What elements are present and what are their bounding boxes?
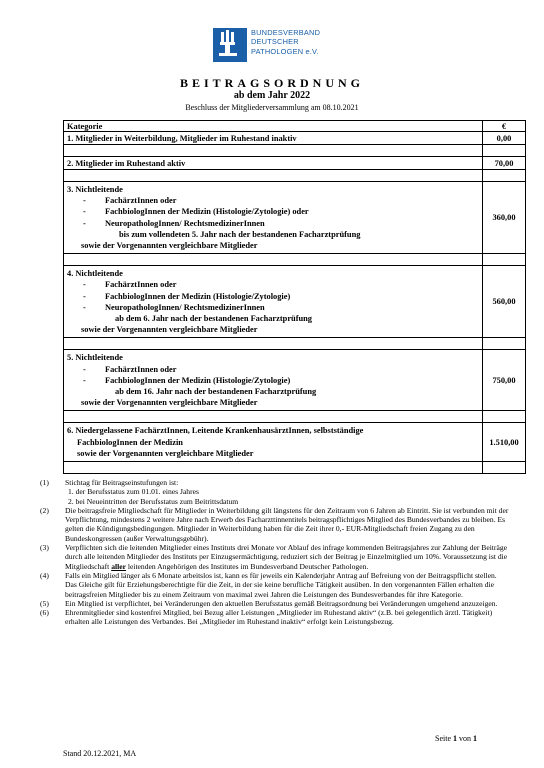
note-text: Die beitragsfreie Mitgliedschaft für Mitglieder in Weiterbildung gilt längstens für den Zeitraum von 6 Jahren ab Eintritt. Sie ist verbunden mit der Verpflichtung, mindestens 2 weitere Jahre nach Erwerb des Facharzttinnentitels beitragspflichtiges Mitglied des Bundesverbandes zu bleiben. Es gelten die Kündigungsbedingungen. Mitglieder in Weiterbildung haben für die Zeit ihrer 0,- EUR-Mitgliedschaft freien Zugang zu den Bundeskongressen (außer Verwaltungsgebühr). [65,505,509,543]
table-row [64,266,526,338]
category-6-amount: 1.510,00 [483,423,526,462]
note-text: Ein Mitglied ist verpflichtet, bei Veränderungen den aktuellen Berufsstatus gemäß Beitragsordnung bei Veränderungen umgehend anzuzeigen. [65,598,498,608]
note-text: Ehrenmitglieder sind kostenfrei Mitglied, bei Bezug aller Leistungen „Mitglieder im Ruhestand aktiv“ (z.B. bei gelegentlich ärztl. Tätigkeit) erhalten alle Leistungen des Verbandes. Bei „Mitglieder im Ruhestand inaktiv“ erfolgt kein Leistungsbezug. [65,608,493,627]
category-6-line-1: 6. Niedergelassene FachärztInnen, Leitende KrankenhausärztInnen, selbstständige [67,426,364,436]
note-5 [40,599,510,608]
table-spacer-row [64,170,526,182]
note-number: (1) [40,478,49,487]
category-1-amount: 0,00 [483,132,526,145]
logo-line-3: PATHOLOGEN e.V. [251,46,319,56]
note-text: 2. bei Neueintritten der Berufsstatus zum Beitrittsdatum [68,496,239,506]
category-4-amount: 560,00 [483,266,526,338]
note-text-part: leitenden Angehörigen des Institutes im Bundesverband Deutscher Pathologen. [125,561,369,571]
category-3-text: 3. Nichtleitende - FachärztInnen oder - FachbiologInnen der Medizin (Histologie/Zytologie) oder - NeuropathologInnen/ RechtsmedizinerInnen bis zum vollendeten 5. Jahr nach der bestandenen Facharztprüfung sowie der Vorgenannten vergleichbare Mitglieder [64,182,483,254]
document-title: BEITRAGSORDNUNG [179,76,365,90]
table-spacer-row [64,338,526,350]
category-2-text: 2. Mitglieder im Ruhestand aktiv [64,157,483,170]
note-number: (2) [40,505,49,515]
category-2-amount: 70,00 [483,157,526,170]
note-1 [40,478,510,506]
table-row [64,182,526,254]
fee-table [63,120,526,474]
page-total: 1 [473,734,477,743]
table-spacer-row [64,254,526,266]
header-category: Kategorie [64,121,483,132]
category-5-item: FachärztInnen oder [105,364,177,374]
page-current: 1 [453,734,457,743]
category-6-line-2: FachbiologInnen der Medizin [77,437,183,447]
page-mid: von [457,734,473,743]
category-3-amount: 360,00 [483,182,526,254]
category-4-suffix: sowie der Vorgenannten vergleichbare Mitglieder [81,325,258,335]
header-amount: € [483,121,526,132]
logo-wordmark [251,28,320,56]
note-number: (6) [40,608,49,618]
category-3-condition: bis zum vollendeten 5. Jahr nach der bestandenen Facharztprüfung [119,229,361,239]
document-subtitle: ab dem Jahr 2022 [233,90,311,101]
category-4-item: FachärztInnen oder [105,280,177,290]
category-5-amount: 750,00 [483,350,526,411]
note-text-part: Verpflichten sich die leitenden Mitglieder eines Instituts drei Monate vor Ablauf des infrage kommenden Beitragsjahres zur Zahlung der Beiträge durch alle leitenden Mitglieder des Instituts per Einzugsermächtigung, reduziert sich der Beitrag je Einzelmitglied um 10%. Voraussetzung ist die Mitgliedschaft [65,543,508,571]
category-3-item: FachbiologInnen der Medizin (Histologie/Zytologie) oder [105,207,309,217]
category-4-item: NeuropathologInnen/ RechtsmedizinerInnen [105,302,265,312]
page-number [435,734,477,743]
note-4 [40,571,510,599]
document-date-stamp: Stand 20.12.2021, MA [63,749,137,758]
category-5-condition: ab dem 16. Jahr nach der bestandenen Facharztprüfung [115,387,317,397]
table-row [64,423,526,462]
table-spacer-row [64,462,526,474]
table-spacer-row [64,411,526,423]
category-4-heading: 4. Nichtleitende [67,269,123,279]
association-logo [213,24,333,64]
table-row [64,157,526,170]
note-text: Falls ein Mitglied länger als 6 Monate arbeitslos ist, kann es für jeweils ein Kalenderjahr Antrag auf Befreiung von der Beitragspflicht stellen. Das Gleiche gilt für Erziehungsberechtigte für die Zeit, in der sie keine berufliche Tätigkeit ausüben. In den vorgenannten Fällen erhalten die beitragsfreien Mitglieder bis zu einem Zeitraum von maximal zwei Jahren die Leistungen des Bundesverbandes für ihre Kategorie. [65,570,497,599]
note-emphasis: aller [111,561,126,571]
note-6 [40,608,510,627]
category-6-line-3: sowie der Vorgenannten vergleichbare Mitglieder [77,448,254,458]
note-text: Stichtag für Beitragseinstufungen ist: [65,478,179,487]
resolution-note: Beschluss der Mitgliederversammlung am 08.10.2021 [185,103,359,112]
category-4-condition: ab dem 6. Jahr nach der bestandenen Facharztprüfung [115,314,312,324]
table-row [64,132,526,145]
logo-line-1: BUNDESVERBAND [251,28,321,37]
note-3 [40,543,510,571]
category-4-item: FachbiologInnen der Medizin (Histologie/Zytologie) [105,291,291,301]
category-5-suffix: sowie der Vorgenannten vergleichbare Mitglieder [81,398,258,408]
category-3-item: NeuropathologInnen/ RechtsmedizinerInnen [105,218,265,228]
note-number: (4) [40,570,49,580]
logo-line-2: DEUTSCHER [251,37,299,47]
category-5-item: FachbiologInnen der Medizin (Histologie/Zytologie) [105,375,291,385]
category-4-text: 4. Nichtleitende - FachärztInnen oder - FachbiologInnen der Medizin (Histologie/Zytologie) - NeuropathologInnen/ RechtsmedizinerInnen ab dem 6. Jahr nach der bestandenen Facharztprüfung sowie der Vorgenannten vergleichbare Mitglieder [64,266,483,338]
category-6-text [64,423,483,462]
page-prefix: Seite [435,734,453,743]
category-5-text: 5. Nichtleitende - FachärztInnen oder - FachbiologInnen der Medizin (Histologie/Zytologie) ab dem 16. Jahr nach der bestandenen Facharztprüfung sowie der Vorgenannten vergleichbare Mitglieder [64,350,483,411]
note-text [65,543,510,571]
microscope-logo-icon [213,28,247,62]
table-header-row [64,121,526,132]
category-3-heading: 3. Nichtleitende [67,185,123,194]
note-number: (5) [40,598,49,608]
notes-section [40,478,510,627]
table-row [64,350,526,411]
note-number: (3) [40,543,49,553]
category-1-text: 1. Mitglieder in Weiterbildung, Mitglieder im Ruhestand inaktiv [64,132,483,145]
note-text: 1. der Berufsstatus zum 01.01. eines Jahres [68,487,199,497]
note-2 [40,506,510,543]
category-3-suffix: sowie der Vorgenannten vergleichbare Mitglieder [81,241,258,251]
category-3-item: FachärztInnen oder [105,196,177,206]
table-spacer-row [64,145,526,157]
category-5-heading: 5. Nichtleitende [67,353,123,363]
